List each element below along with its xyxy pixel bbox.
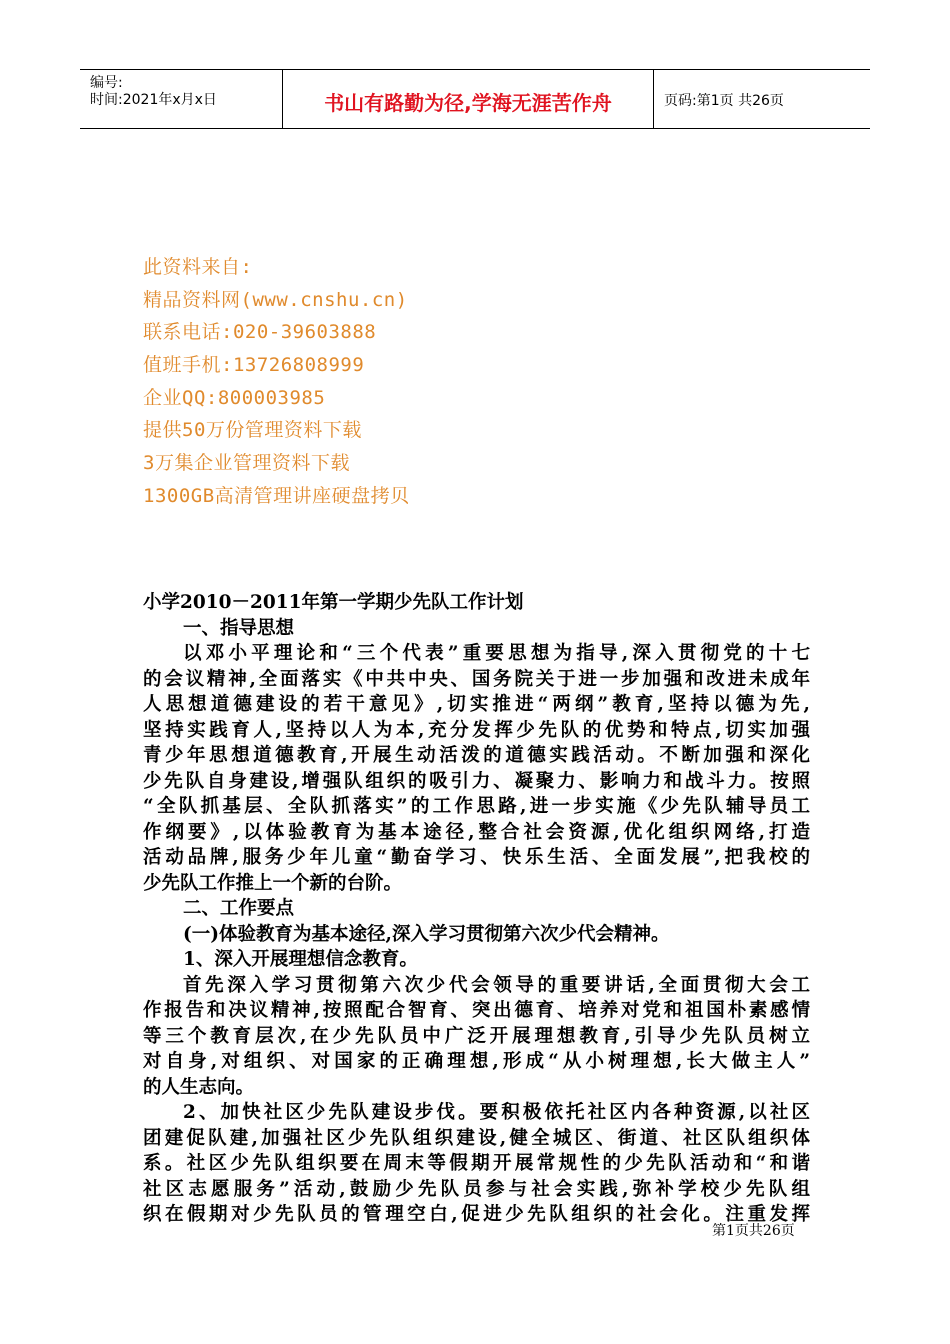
header-right-cell (654, 70, 870, 128)
source-line: 值班手机:13726808999 (143, 354, 365, 377)
section-heading: 二、工作要点 (183, 898, 295, 919)
paragraph-line: 对自身,对组织、对国家的正确理想,形成“从小树理想,长大做主人” (143, 1051, 810, 1072)
item-heading: 1、深入开展理想信念教育。 (183, 949, 418, 970)
paragraph-line: 等三个教育层次,在少先队员中广泛开展理想教育,引导少先队员树立 (143, 1025, 810, 1047)
paragraph-line: 系。社区少先队组织要在周末等假期开展常规性的少先队活动和“和谐 (143, 1153, 810, 1174)
paragraph-line: 2、加快社区少先队建设步伐。要积极依托社区内各种资源,以社区 (183, 1102, 810, 1123)
paragraph-line: 活动品牌,服务少年儿童“勤奋学习、快乐生活、全面发展”,把我校的 (143, 847, 810, 868)
header-motto: 书山有路勤为径,学海无涯苦作舟 (324, 91, 612, 115)
source-line: 联系电话:020-39603888 (143, 321, 377, 344)
paragraph-line: 坚持实践育人,坚持以人为本,充分发挥少先队的优势和特点,切实加强 (143, 719, 810, 741)
header-middle-cell (282, 70, 654, 128)
paragraph-line: 少先队工作推上一个新的台阶。 (143, 872, 403, 894)
number-label: 编号: (90, 75, 123, 91)
source-line: 1300GB高清管理讲座硬盘拷贝 (143, 484, 410, 507)
paragraph-line: 织在假期对少先队员的管理空白,促进少先队组织的社会化。注重发挥 (143, 1204, 810, 1225)
page-footer: 第1页共26页 (712, 1223, 795, 1239)
source-info-block (143, 251, 410, 513)
paragraph-line: 首先深入学习贯彻第六次少代会领导的重要讲话,全面贯彻大会工 (183, 974, 810, 996)
document-body (143, 590, 810, 1228)
paragraph-line: 作报告和决议精神,按照配合智育、突出德育、培养对党和祖国朴素感情 (143, 1000, 810, 1021)
paragraph-line: 以邓小平理论和“三个代表”重要思想为指导,深入贯彻党的十七 (183, 643, 810, 664)
source-line: 精品资料网(www.cnshu.cn) (143, 288, 408, 311)
source-line: 企业QQ:800003985 (143, 386, 326, 409)
source-line: 此资料来自: (143, 256, 253, 278)
source-line: 3万集企业管理资料下载 (143, 452, 350, 475)
header-left-cell (80, 70, 280, 128)
paragraph-line: 的会议精神,全面落实《中共中央、国务院关于进一步加强和改进未成年 (143, 668, 810, 690)
time-label: 时间:2021年x月x日 (90, 92, 217, 108)
paragraph-line: “全队抓基层、全队抓落实”的工作思路,进一步实施《少先队辅导员工 (143, 796, 810, 817)
paragraph-line: 作纲要》,以体验教育为基本途径,整合社会资源,优化组织网络,打造 (143, 821, 810, 843)
paragraph-line: 人思想道德建设的若干意见》,切实推进“两纲”教育,坚持以德为先, (143, 694, 810, 715)
section-heading: 一、指导思想 (183, 617, 295, 639)
paragraph-line: 的人生志向。 (143, 1076, 255, 1098)
source-line: 提供50万份管理资料下载 (143, 419, 362, 442)
subsection-heading: (一)体验教育为基本途径,深入学习贯彻第六次少代会精神。 (183, 923, 670, 945)
header-table (80, 69, 870, 129)
paragraph-line: 团建促队建,加强社区少先队组织建设,健全城区、街道、社区队组织体 (143, 1127, 810, 1149)
document-title: 小学2010－2011年第一学期少先队工作计划 (143, 592, 524, 613)
paragraph-line: 少先队自身建设,增强队组织的吸引力、凝聚力、影响力和战斗力。按照 (143, 770, 810, 792)
page-code: 页码:第1页 共26页 (664, 93, 784, 109)
paragraph-line: 社区志愿服务”活动,鼓励少先队员参与社会实践,弥补学校少先队组 (143, 1178, 810, 1200)
paragraph-line: 青少年思想道德教育,开展生动活泼的道德实践活动。不断加强和深化 (143, 745, 810, 766)
